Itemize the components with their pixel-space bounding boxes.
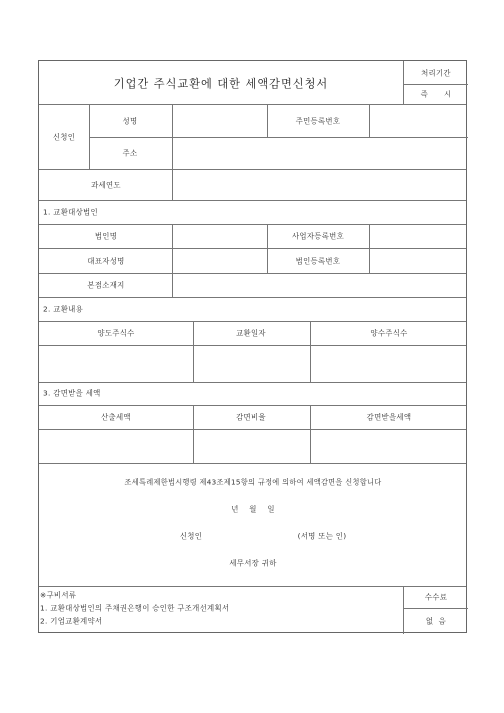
declaration-signature-field[interactable] <box>211 528 281 544</box>
corp-name-field[interactable] <box>173 225 267 248</box>
rule-processing-mid <box>403 84 468 85</box>
rule-fee-split <box>403 586 404 634</box>
rule-header-split <box>403 61 404 104</box>
exchange-date-field[interactable] <box>194 346 310 382</box>
business-number-field[interactable] <box>370 225 467 248</box>
rule-sec2-bottom <box>39 382 466 383</box>
corp-name-label: 법인명 <box>94 231 118 241</box>
name-label: 성명 <box>122 116 138 126</box>
resident-number-label: 주민등록번호 <box>295 116 341 126</box>
rule-sec1-mid-left <box>267 224 268 273</box>
declaration-applicant-label: 신청인 <box>179 531 203 541</box>
rule-sec3-bottom <box>39 463 466 464</box>
sec3-col-computed-tax: 산출세액 <box>101 412 131 422</box>
application-form <box>38 60 467 633</box>
sec2-col-transferred-shares: 양도주식수 <box>97 328 135 338</box>
attachments-title: ※구비서류 <box>40 590 77 600</box>
rule-declaration-bottom <box>39 586 466 587</box>
rule-fee-mid <box>403 608 468 609</box>
applicant-group-label: 신청인 <box>52 132 76 142</box>
sec2-col-acquired-shares: 양수주식수 <box>370 328 408 338</box>
sec2-col-exchange-date: 교환일자 <box>236 328 266 338</box>
reduction-rate-field[interactable] <box>194 430 310 463</box>
transferred-shares-field[interactable] <box>40 346 193 382</box>
rule-sec1-row3 <box>39 297 466 298</box>
head-office-field[interactable] <box>173 274 467 297</box>
attachment-item-2: 2. 기업교환계약서 <box>40 616 103 626</box>
attachment-item-1: 1. 교환대상법인의 주채권은행이 승인한 구조개선계획서 <box>40 603 230 613</box>
representative-field[interactable] <box>173 249 267 273</box>
reduced-tax-field[interactable] <box>311 430 467 463</box>
acquired-shares-field[interactable] <box>311 346 467 382</box>
corp-reg-number-field[interactable] <box>370 249 467 273</box>
declaration-statement: 조세특례제한법시행령 제43조제15항의 규정에 의하여 세액감면을 신청합니다 <box>124 477 382 487</box>
address-label: 주소 <box>122 148 138 158</box>
form-title: 기업간 주식교환에 대한 세액감면신청서 <box>113 77 329 91</box>
rule-resident-left <box>267 104 268 137</box>
business-number-label: 사업자등록번호 <box>291 231 345 241</box>
computed-tax-field[interactable] <box>40 430 193 463</box>
fee-label: 수수료 <box>424 592 448 602</box>
section1-heading: 1. 교환대상법인 <box>43 207 98 217</box>
addressee: 세무서장 귀하 <box>229 558 277 568</box>
rule-sec2-head <box>39 321 466 322</box>
corp-reg-number-label: 법인등록번호 <box>295 256 341 266</box>
processing-period-value: 즉 시 <box>420 89 452 99</box>
representative-label: 대표자성명 <box>87 256 125 266</box>
signature-note: (서명 또는 인) <box>297 531 347 541</box>
resident-number-field[interactable] <box>370 105 467 137</box>
address-field[interactable] <box>173 138 467 169</box>
processing-period-label: 처리기간 <box>421 68 451 78</box>
name-field[interactable] <box>173 105 267 137</box>
sec3-col-reduced-tax: 감면받을세액 <box>366 412 412 422</box>
section3-heading: 3. 감면받을 세액 <box>43 388 101 398</box>
rule-applicant-label-split <box>89 104 90 169</box>
tax-year-label: 과세연도 <box>91 180 121 190</box>
fee-value: 없 음 <box>425 616 447 626</box>
sec3-col-reduction-rate: 감면비율 <box>236 412 266 422</box>
declaration-date-line: 년 월 일 <box>231 504 275 514</box>
head-office-label: 본점소재지 <box>87 280 125 290</box>
section2-heading: 2. 교환내용 <box>43 304 84 314</box>
rule-taxyear-bottom <box>39 200 466 201</box>
tax-year-field[interactable] <box>173 170 467 200</box>
rule-sec3-head <box>39 405 466 406</box>
